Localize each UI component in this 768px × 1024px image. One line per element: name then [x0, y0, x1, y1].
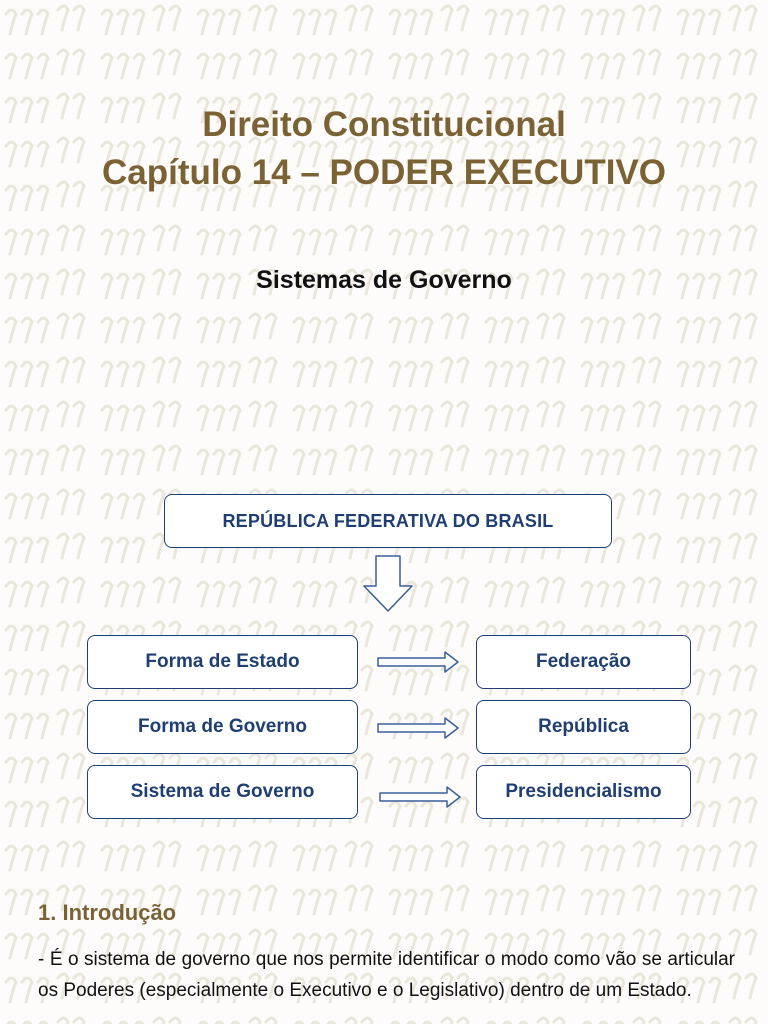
diagram-box-forma-de-estado: Forma de Estado [87, 635, 358, 689]
diagram-box-republica: REPÚBLICA FEDERATIVA DO BRASIL [164, 494, 612, 548]
page-title-line2: Capítulo 14 – PODER EXECUTIVO [102, 153, 666, 192]
diagram-box-federacao: Federação [476, 635, 691, 689]
right-arrow-icon-2 [378, 718, 458, 738]
right-arrow-icon-1 [378, 652, 458, 672]
section-heading: 1. Introdução [38, 900, 177, 925]
page-title-line1: Direito Constitucional [202, 105, 566, 144]
diagram-box-sistema-de-governo: Sistema de Governo [87, 765, 358, 819]
down-arrow-icon [364, 556, 412, 611]
diagram-box-forma-de-governo: Forma de Governo [87, 700, 358, 754]
diagram-box-presidencialismo: Presidencialismo [476, 765, 691, 819]
right-arrow-icon-3 [380, 787, 460, 807]
diagram-box-republica-value: República [476, 700, 691, 754]
page-subtitle: Sistemas de Governo [256, 266, 512, 294]
section-paragraph: - É o sistema de governo que nos permite identificar o modo como vão se articular os Poderes (especialmente o Executivo e o Legislativo) dentro de um Estado. [38, 949, 735, 1001]
